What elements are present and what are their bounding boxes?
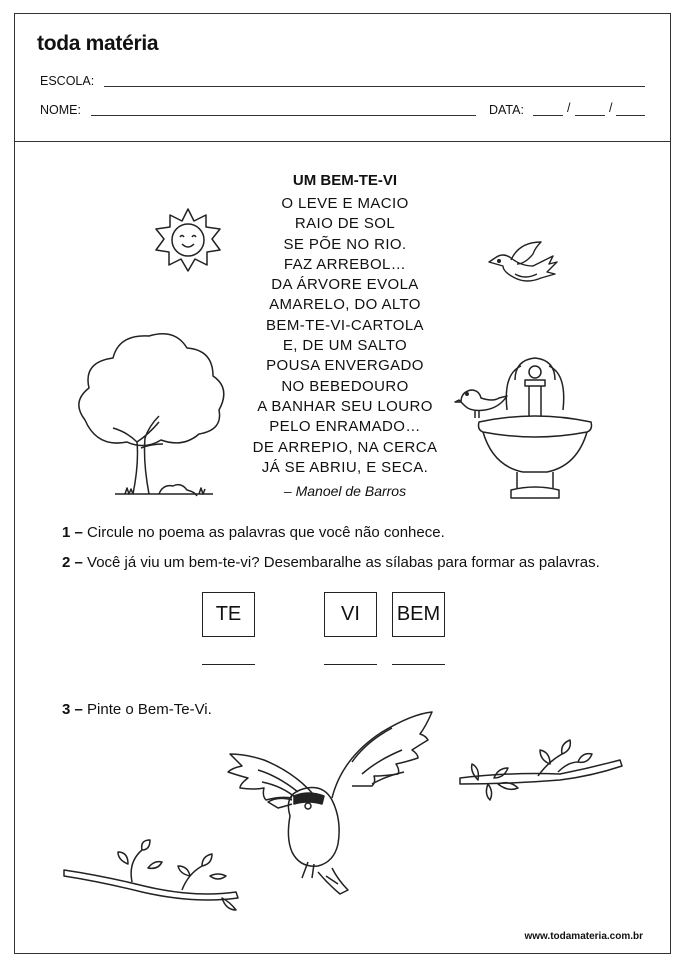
branch-icon: [458, 736, 623, 806]
question-2-text: Você já viu um bem-te-vi? Desembaralhe as sílabas para formar as palavras.: [87, 554, 600, 571]
name-label: NOME:: [40, 103, 81, 117]
date-label: DATA:: [489, 103, 524, 117]
poem-line: PELO ENRAMADO…: [269, 418, 421, 436]
poem-line: A BANHAR SEU LOURO: [257, 397, 433, 415]
poem-line: BEM-TE-VI-CARTOLA: [266, 316, 424, 334]
school-field[interactable]: [104, 86, 645, 87]
syllable-box: VI: [324, 592, 377, 637]
syllable-box: TE: [202, 592, 255, 637]
website-url[interactable]: www.todamateria.com.br: [524, 931, 643, 942]
poem-line: DE ARREPIO, NA CERCA: [252, 438, 438, 456]
answer-line[interactable]: [392, 664, 445, 665]
poem-line: RAIO DE SOL: [294, 215, 396, 233]
fountain-with-bird-icon: [455, 350, 595, 502]
question-2: [62, 553, 642, 572]
question-1-number: 1 –: [62, 524, 83, 541]
question-2-number: 2 –: [62, 554, 83, 571]
poem-line: JÁ SE ABRIU, E SECA.: [261, 458, 429, 476]
branch-icon: [62, 840, 242, 915]
poem-author: – Manoel de Barros: [283, 483, 407, 499]
flying-bird-icon: [485, 240, 559, 296]
poem-line: E, DE UM SALTO: [282, 337, 408, 355]
poem-line: FAZ ARREBOL…: [283, 255, 407, 273]
date-day-field[interactable]: [533, 115, 563, 116]
question-3-number: 3 –: [62, 701, 83, 718]
poem-title: UM BEM-TE-VI: [292, 172, 398, 189]
poem-line: NO BEBEDOURO: [281, 377, 409, 395]
date-separator: /: [609, 101, 613, 115]
school-label: ESCOLA:: [40, 74, 95, 88]
question-1: [62, 523, 642, 542]
brand-logo: toda matéria: [37, 32, 159, 55]
date-separator: /: [567, 101, 571, 115]
poem-body: [190, 194, 500, 478]
date-month-field[interactable]: [575, 115, 605, 116]
sun-icon: [150, 207, 226, 273]
poem-line: DA ÁRVORE EVOLA: [271, 276, 419, 294]
bem-te-vi-bird-icon: [222, 712, 447, 897]
question-1-text: Circule no poema as palavras que você não conhece.: [87, 524, 445, 541]
poem-line: SE PÕE NO RIO.: [283, 235, 407, 253]
date-year-field[interactable]: [616, 115, 645, 116]
poem-line: POUSA ENVERGADO: [266, 357, 424, 375]
answer-line[interactable]: [202, 664, 255, 665]
poem-line: O LEVE E MACIO: [281, 195, 409, 212]
name-field[interactable]: [91, 115, 476, 116]
question-3-text: Pinte o Bem-Te-Vi.: [87, 701, 212, 718]
tree-icon: [75, 330, 230, 498]
syllable-box: BEM: [392, 592, 445, 637]
header-divider: [14, 141, 671, 142]
poem-line: AMARELO, DO ALTO: [269, 296, 421, 314]
answer-line[interactable]: [324, 664, 377, 665]
